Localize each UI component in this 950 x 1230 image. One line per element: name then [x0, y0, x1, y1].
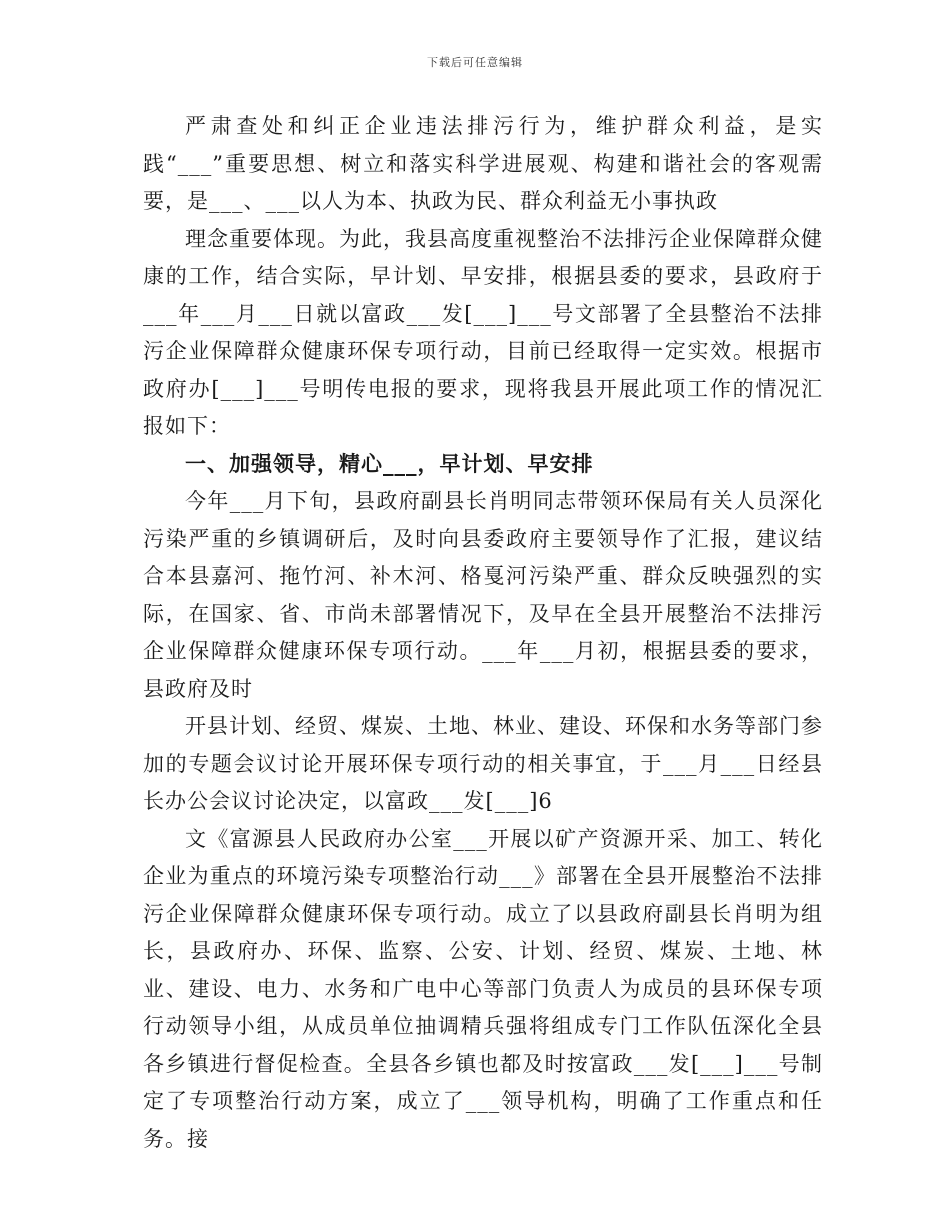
page-header: 下载后可任意编辑 [427, 56, 523, 69]
section-heading-1: 一、加强领导，精心___，早计划、早安排 [185, 451, 594, 476]
paragraph-background: 理念重要体现。为此，我县高度重视整治不法排污企业保障群众健康的工作，结合实际，早计划、早安排，根据县委的要求，县政府于___年___月___日就以富政___发[___]___号文部署了全县整治不法排污企业保障群众健康环保专项行动，目前已经取得一定实效。根据市政府办[___]___号明传电报的要求，现将我县开展此项工作的情况汇报如下： [143, 226, 823, 438]
paragraph-intro: 严肃查处和纠正企业违法排污行为，维护群众利益，是实践“___”重要思想、树立和落实科学进展观、构建和谐社会的客观需要，是___、___以人为本、执政为民、群众利益无小事执政 [143, 114, 823, 213]
paragraph-section-1-b: 开县计划、经贸、煤炭、土地、林业、建设、环保和水务等部门参加的专题会议讨论开展环保专项行动的相关事宜，于___月___日经县长办公会议讨论决定，以富政___发[___]6 [143, 714, 823, 813]
paragraph-section-1-c: 文《富源县人民政府办公室___开展以矿产资源开采、加工、转化企业为重点的环境污染专项整治行动___》部署在全县开展整治不法排污企业保障群众健康环保专项行动。成立了以县政府副县长肖明为组长，县政府办、环保、监察、公安、计划、经贸、煤炭、土地、林业、建设、电力、水务和广电中心等部门负责人为成员的县环保专项行动领导小组，从成员单位抽调精兵强将组成专门工作队伍深化全县各乡镇进行督促检查。全县各乡镇也都及时按富政___发[___]___号制定了专项整治行动方案，成立了___领导机构，明确了工作重点和任务。接 [143, 826, 823, 1151]
document-body [143, 108, 823, 1158]
paragraph-section-1-a: 今年___月下旬，县政府副县长肖明同志带领环保局有关人员深化污染严重的乡镇调研后，及时向县委政府主要领导作了汇报，建议结合本县嘉河、拖竹河、补木河、格戛河污染严重、群众反映强烈的实际，在国家、省、市尚未部署情况下，及早在全县开展整治不法排污企业保障群众健康环保专项行动。___年___月初，根据县委的要求，县政府及时 [143, 489, 823, 701]
